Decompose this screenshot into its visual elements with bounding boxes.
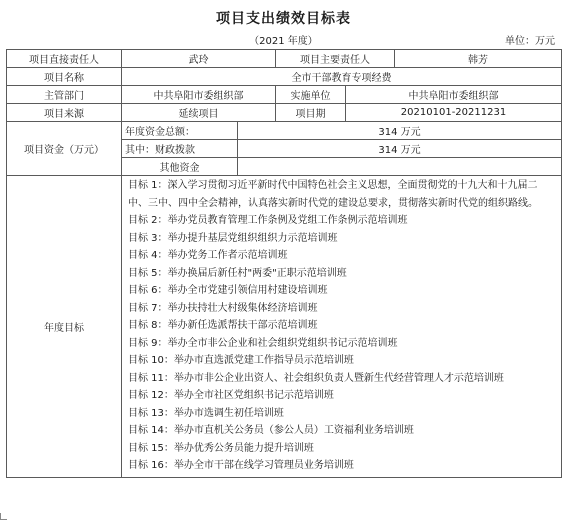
goal-item: 目标 14：举办市直机关公务员（参公人员）工资福利业务培训班 [128, 425, 414, 436]
table-row [7, 50, 562, 68]
project-period-label: 项目期 [276, 104, 346, 122]
goal-item: 目标 11：举办市非公企业出资人、社会组织负责人暨新生代经营管理人才示范培训班 [128, 372, 504, 384]
goal-item: 目标 5：举办换届后新任村"两委"正职示范培训班 [128, 267, 347, 279]
goal-item: 目标 10：举办市直选派党建工作指导员示范培训班 [128, 355, 354, 366]
table-row [7, 86, 562, 104]
goal-item: 目标 3：举办提升基层党组织组织力示范培训班 [128, 232, 338, 244]
goal-item: 目标 15：举办优秀公务员能力提升培训班 [128, 442, 314, 454]
table-row [7, 68, 562, 86]
project-name-label: 项目名称 [7, 68, 122, 86]
annual-goal-list [122, 176, 562, 478]
fund-fiscal-label: 其中：财政拨款 [122, 140, 238, 158]
fund-other-label: 其他资金 [122, 158, 238, 176]
project-source-label: 项目来源 [7, 104, 122, 122]
goal-item: 目标 7：举办扶持壮大村级集体经济培训班 [128, 302, 318, 314]
project-source-value: 延续项目 [122, 104, 276, 122]
goal-item: 目标 13：举办市选调生初任培训班 [128, 407, 284, 419]
fund-other-value [238, 158, 562, 176]
goal-item: 目标 8：举办新任选派帮扶干部示范培训班 [128, 320, 318, 331]
annual-goal-label: 年度目标 [7, 176, 122, 478]
table-row [7, 176, 562, 478]
chief-person-value: 韩芳 [395, 50, 562, 68]
currency-unit: 单位：万元 [505, 36, 555, 47]
fund-total-label: 年度资金总额： [122, 122, 238, 140]
fund-total-value: 314 万元 [238, 122, 562, 140]
goal-item: 目标 4：举办党务工作者示范培训班 [128, 250, 288, 261]
goal-item: 目标 1：深入学习贯彻习近平新时代中国特色社会主义思想，全面贯彻党的十九大和十九届二中、三中、四中全会精神，认真落实新时代党的建设总要求，贯彻落实新时代党的组织路线。 [128, 180, 538, 209]
goal-item: 目标 9：举办全市非公企业和社会组织党组织书记示范培训班 [128, 337, 398, 349]
project-name-value: 全市干部教育专项经费 [122, 68, 562, 86]
goal-item: 目标 12：举办全市社区党组织书记示范培训班 [128, 390, 334, 401]
direct-person-label: 项目直接责任人 [7, 50, 122, 68]
chief-person-label: 项目主要责任人 [276, 50, 395, 68]
table-row [7, 122, 562, 140]
project-fund-label: 项目资金（万元） [7, 122, 122, 176]
competent-dept-label: 主管部门 [7, 86, 122, 104]
project-period-value: 20210101-20211231 [346, 104, 562, 122]
goal-item: 目标 6：举办全市党建引领信用村建设培训班 [128, 285, 328, 296]
goal-item: 目标 2：举办党员教育管理工作条例及党组工作条例示范培训班 [128, 215, 408, 226]
implementing-unit-label: 实施单位 [276, 86, 346, 104]
competent-dept-value: 中共阜阳市委组织部 [122, 86, 276, 104]
goal-table [6, 49, 562, 478]
direct-person-value: 武玲 [122, 50, 276, 68]
fund-fiscal-value: 314 万元 [238, 140, 562, 158]
implementing-unit-value: 中共阜阳市委组织部 [346, 86, 562, 104]
goal-item: 目标 16：举办全市干部在线学习管理员业务培训班 [128, 460, 354, 471]
page-corner-mark [0, 513, 7, 520]
document-title: 项目支出绩效目标表 [216, 11, 351, 27]
fiscal-year: （2021 年度） [249, 36, 318, 47]
table-row [7, 104, 562, 122]
